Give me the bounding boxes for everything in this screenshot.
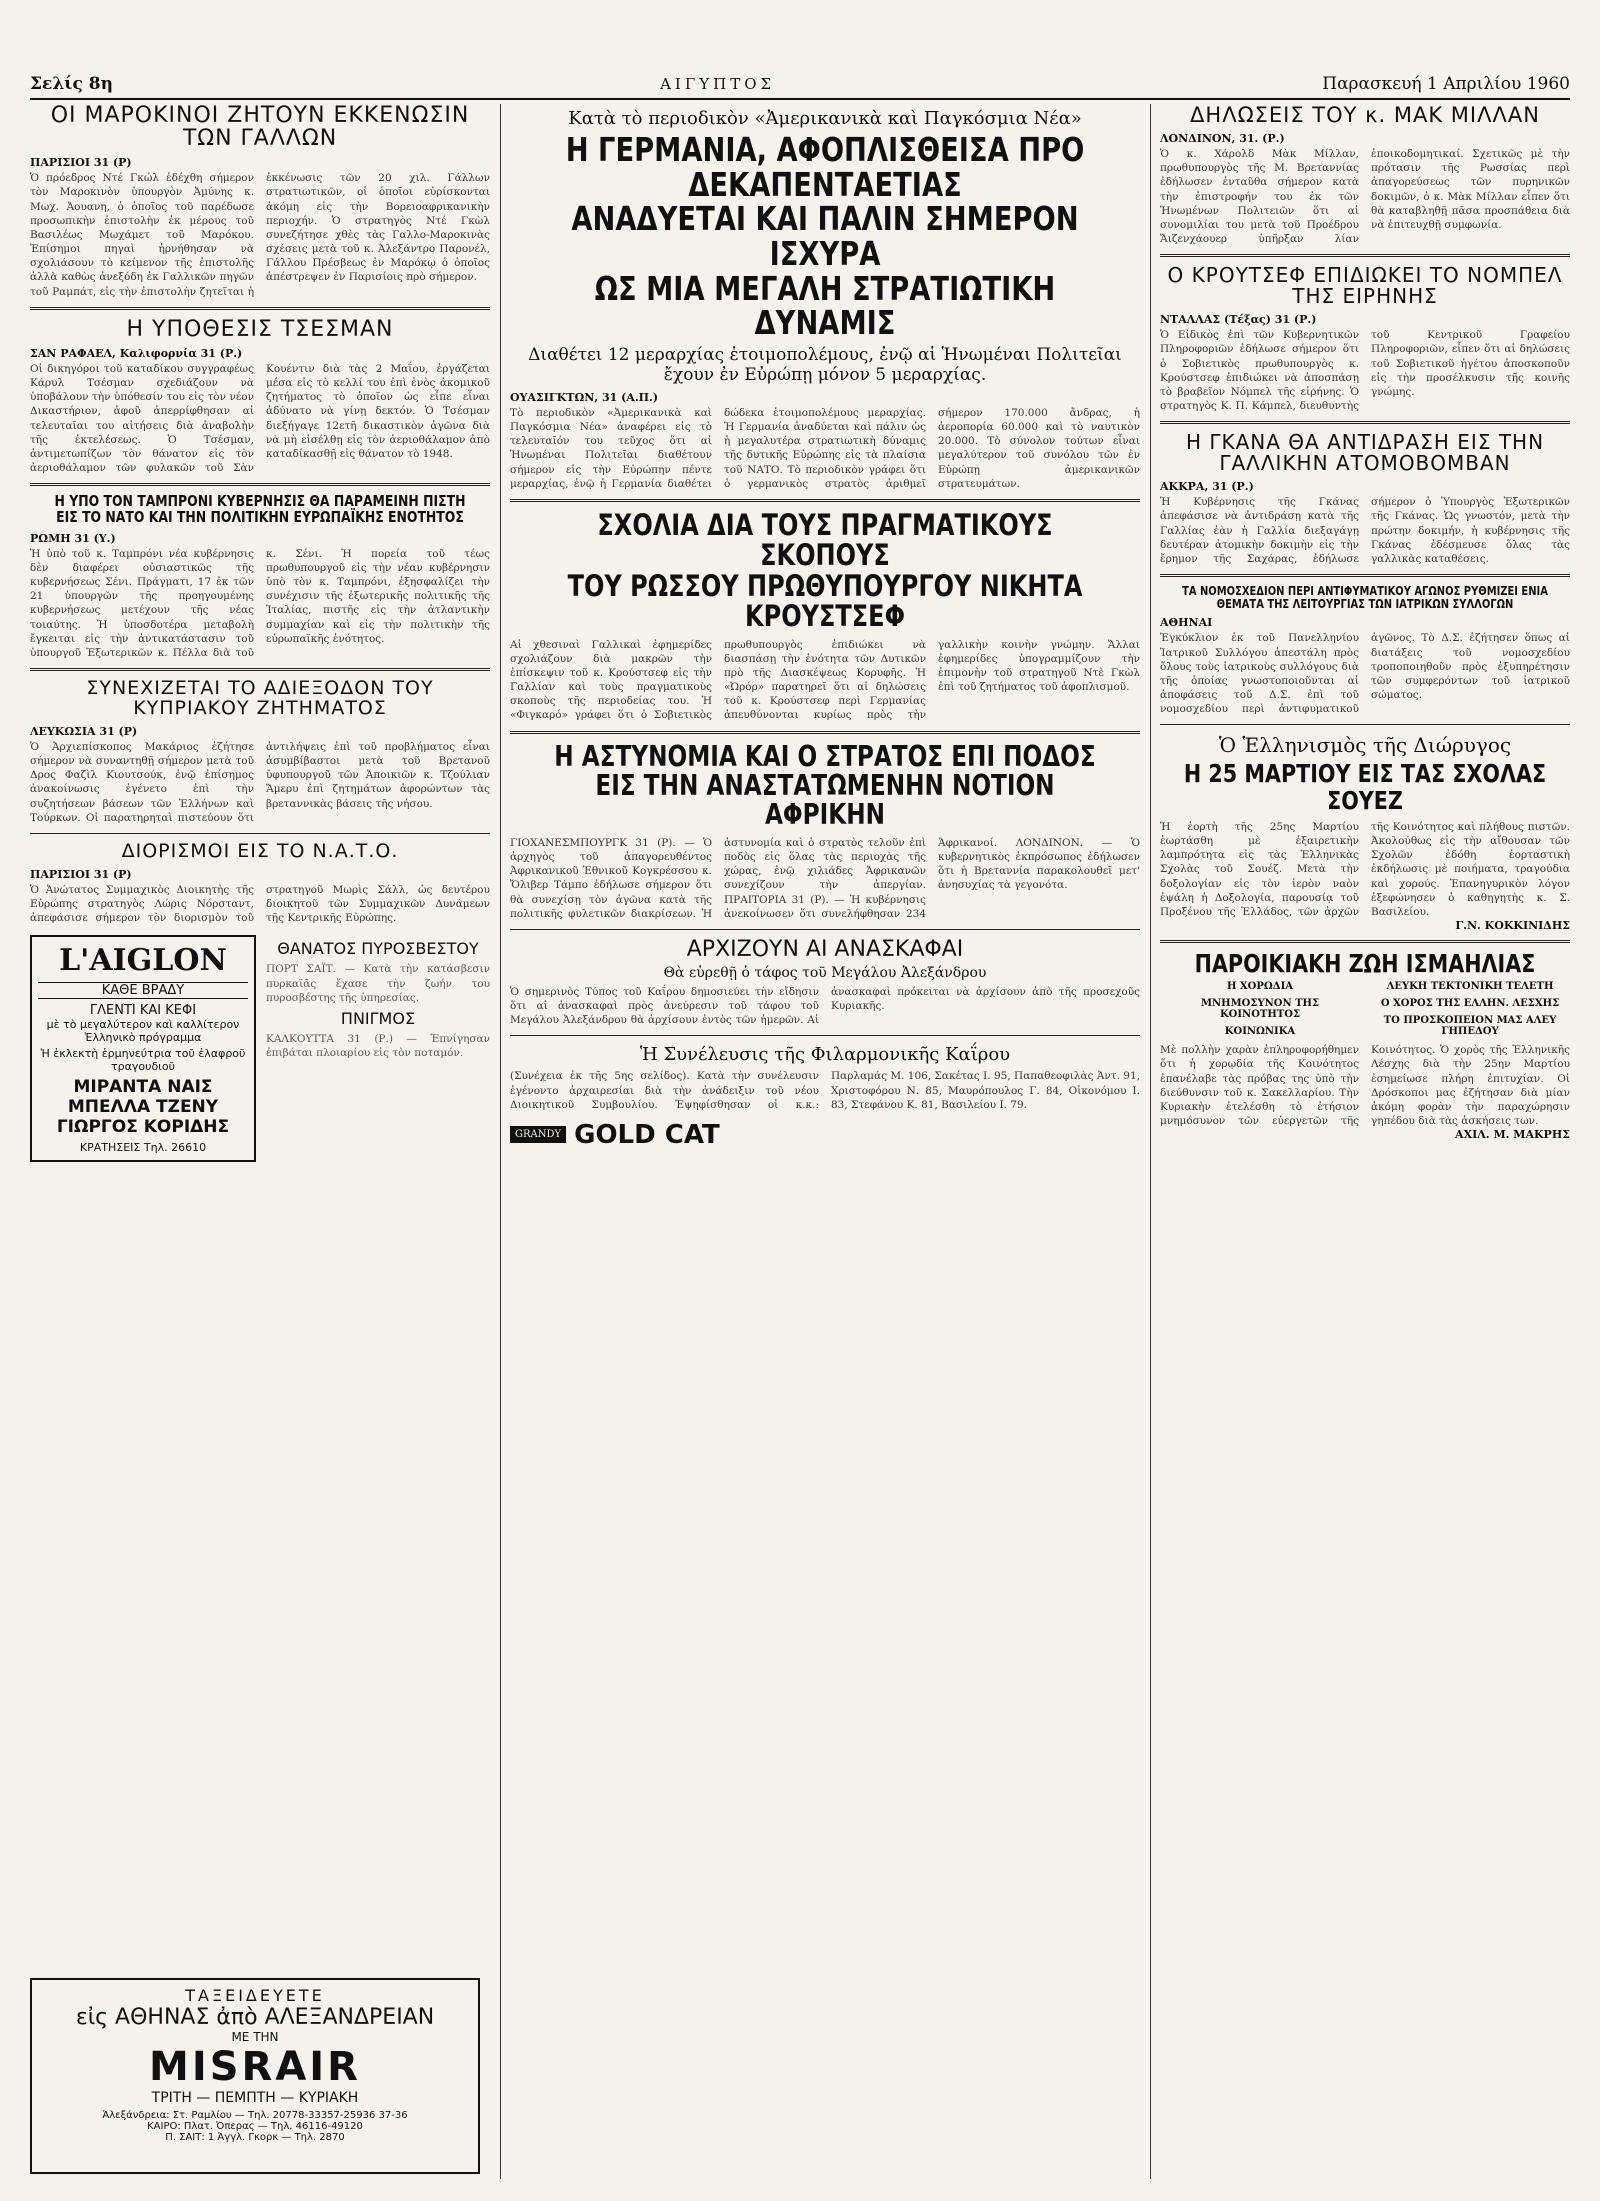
article-cyprus [30,679,490,825]
ad-line: ΚΑΙΡΟ: Πλατ. Ὀπερας — Τηλ. 46116-49120 [147,2121,363,2132]
dateline: ΠΑΡΙΣΙΟΙ 31 (Ρ) [30,867,132,881]
signature: ΑΧΙΛ. Μ. ΜΑΚΡΗΣ [1455,1128,1570,1142]
article-khrushchev-nobel [1160,265,1570,413]
headline: ΔΙΟΡΙΣΜΟΙ ΕΙΣ ΤΟ Ν.Α.Τ.Ο. [121,839,399,862]
page-number: Σελίς 8η [30,74,113,94]
article-suez-schools [1160,761,1570,932]
article-macmillan [1160,104,1570,246]
headline: ΔΗΛΩΣΕΙΣ ΤΟΥ κ. ΜΑΚ ΜΙΛΛΑΝ [1190,104,1540,127]
kicker: Κατὰ τὸ περιοδικὸν «Ἀμερικανικὰ καὶ Παγκόσμια Νέα» [568,108,1082,129]
column-rule [500,104,501,2179]
deck: Διαθέτει 12 μεραρχίας ἑτοιμοπολέμους, ἐνῷ αἱ Ἡνωμέναι Πολιτεῖαι ἔχουν ἐν Εὐρώπῃ μόνον 5 μεραρχίας. [528,344,1122,385]
kicker: Ὁ Ἑλληνισμὸς τῆς Διώρυγος [1218,733,1512,758]
headline: Η ΑΣΤΥΝΟΜΙΑ ΚΑΙ Ο ΣΤΡΑΤΟΣ ΕΠΙ ΠΟΔΟΣ [554,739,1096,773]
article-body: Ἡ Κυβέρνησις τῆς Γκάνας ἀπεφάσισε νὰ ἀντιδράσῃ κατὰ τῆς Γαλλίας ἐὰν ἡ Γαλλία διεξαγάγῃ δευτέραν ἀτομικὴν δοκιμὴν εἰς τὴν ἔρημον τῆς Σαχάρας, ἐδήλωσε σήμερον ὁ Ὑπουργὸς Ἐξωτερικῶν τῆς Γκάνας. Ὡς γνωστόν, μετὰ τὴν πρώτην δοκιμήν, ἡ κυβέρνησις τῆς Γκάνας ἐδέσμευσε ὅλας τὰς γαλλικὰς καταθέσεις. [1160,496,1570,565]
article-body: Ἡ ἐορτὴ τῆς 25ης Μαρτίου ἑωρτάσθη μὲ ἐξαιρετικὴν λαμπρότητα εἰς τὰς Ἑλληνικὰς Σχολὰς τοῦ Σουέζ. Μετὰ τὴν δοξολογίαν εἰς τὸν ἱερὸν ναὸν ἐψάλη ἡ Δοξολογία, παρουσίᾳ τοῦ Προξένου τῆς Ἑλλάδος, τῶν ἀρχῶν τῆς Κοινότητος καὶ πλήθους πιστῶν. Ἀκολούθως εἰς τὴν αἴθουσαν τῶν Σχολῶν ἐδόθη ἑορταστικὴ ἐκδήλωσις μὲ ποιήματα, τραγούδια καὶ χορούς. Ἐπανηγυρικὸν λόγον ἐξεφώνησεν ὁ καθηγητὴς κ. Σ. Βασιλείου. [1160,820,1570,918]
article-body: Τὸ περιοδικὸν «Ἀμερικανικὰ καὶ Παγκόσμια Νέα» ἀναφέρει εἰς τὸ τελευταῖόν του τεῦχος ὅτι αἱ Ἡνωμέναι Πολιτεῖαι διαθέτουν σήμερον εἰς τὴν Εὐρώπην πέντε μεραρχίας, ἐνῷ ἡ Γερμανία διαθέτει δώδεκα ἑτοιμοπολέμους μεραρχίας. Ἡ Γερμανία ἀναδύεται καὶ πάλιν ὡς ἡ μεγαλυτέρα στρατιωτικὴ δύναμις τῆς δυτικῆς Εὐρώπης εἰς τὰ πλαίσια τοῦ ΝΑΤΟ. Τὸ περιοδικὸν γράφει ὅτι ὁ γερμανικὸς στρατὸς ἀριθμεῖ σήμερον 170.000 ἄνδρας, ἡ ἀεροπορία 60.000 καὶ τὸ ναυτικὸν 20.000. Τὸ σύνολον τούτων εἶναι μεγαλύτερον τοῦ συνόλου τῶν ἐν Εὐρώπῃ ἀμερικανικῶν στρατευμάτων. [510,406,1140,490]
dateline: ΑΘΗΝΑΙ [1160,616,1213,630]
ad-line: Π. ΣΑΙΤ: 1 Ἀγγλ. Γκορκ — Τηλ. 2870 [165,2132,345,2143]
ad-line: ΤΑΞΕΙΔΕΥΕΤΕ [185,1986,325,2005]
headline: Η ΥΠΟΘΕΣΙΣ ΤΣΕΣΜΑΝ [126,316,394,342]
dateline: ΠΑΡΙΣΙΟΙ 31 (Ρ) [30,156,132,170]
headline: ΟΙ ΜΑΡΟΚΙΝΟΙ ΖΗΤΟΥΝ ΕΚΚΕΝΩΣΙΝ ΤΩΝ ΓΑΛΛΩΝ [50,104,470,152]
center-column [510,104,1140,2179]
dateline: ΑΚΚΡΑ, 31 (Ρ.) [1160,480,1254,494]
misrair-advertisement [30,1978,480,2174]
issue-date: Παρασκευή 1 Απριλίου 1960 [1322,74,1570,94]
artist-name: ΜΙΡΑΝΤΑ ΝΑΙΣ [73,1077,213,1098]
venue-name: L'AIGLON [59,943,227,979]
section-heading: ΚΟΙΝΩΝΙΚΑ [1224,1026,1296,1038]
left-column: ΟΙ ΜΑΡΟΚΙΝΟΙ ΖΗΤΟΥΝ ΕΚΚΕΝΩΣΙΝ ΤΩΝ ΓΑΛΛΩΝ ΠΑΡΙΣΙΟΙ 31 (Ρ) Ὁ πρόεδρος Ντέ Γκώλ ἐδέχθη σήμερον τὸν Μαροκινὸν ὑπουργὸν Ἀμύνης κ. Μωχ. Ἀουανη, ὁ ὁποῖος τοῦ παρέδωσε προσωπικὴν ἐπιστολὴν ἐκ μέρους τοῦ Βασιλέως Μωχάμετ τοῦ Μαρόκου. Ἐπίσημοι πηγαὶ ἠρνήθησαν νὰ σχολιάσουν τὸ κείμενον τῆς ἐπιστολῆς ἀλλὰ καθὼς ἀνεξόδη ἐκ Γαλλικῶν πηγῶν τοῦ Ραμπάτ, εἰς τὴν ἐπιστολὴν ζητεῖται ἡ ἐκκένωσις τῶν 20 χιλ. Γάλλων στρατιωτικῶν, οἱ ὁποῖοι εὑρίσκονται ἀκόμη εἰς τὴν Βορειοαφρικανικὴν περιοχήν. Ὁ στρατηγὸς Ντέ Γκὼλ συνεζήτησε χθὲς τὰς Γαλλο-Μαροκινὰς σχέσεις μετὰ τοῦ κ. Ἀλεξάντρο Παρονέλ, Γάλλου Πρέσβεως ἐν Μαρόκῳ ὁ ὁποῖος ἀπέστρεψεν ἐν Παρισίοις πρὸ σήμερον. Η ΥΠΟΘΕΣΙΣ ΤΣΕΣΜΑΝ ΣΑΝ ΡΑΦΑΕΛ, Καλιφορνία 31 (Ρ.) Οἱ δικηγόροι τοῦ καταδίκου συγγραφέως Κάρυλ Τσέσμαν σχεδιάζουν νὰ ὑποβάλουν τὴν ὑπόθεσίν του εἰς τὸν νέον Δικαστήριον, ἀφοῦ ἀπερρίφθησαν αἱ τελευταῖαι του αἰτήσεις διὰ ἀναβολὴν τῆς ἐκτελέσεως. Ὁ Τσέσμαν, ἀντιμετωπίζων τὸν θάνατον εἰς τὸν ἀεριοθάλαμον τῶν φυλακῶν τοῦ Σὰν Κουέντιν διὰ τὰς 2 Μαΐου, ἐργάζεται μέσα εἰς τὸ κελλί του ἐπὶ ἑνὸς ἀκομικοῦ ζητήματος τὸ ὁποῖον ὡς εἶπε εἶναι ἀδύνατο νὰ γίνῃ δεκτόν. Ὁ Τσέσμαν διεξήγαγε 12ετῆ δικαστικὸν ἀγῶνα διὰ νὰ μὴ εἰσέλθῃ εἰς τὸν ἀεριοθάλαμον ἀπὸ καταδίκασθῇ εἰς θάνατον τὸ 1948. Η ΥΠΟ ΤΟΝ ΤΑΜΠΡΟΝΙ ΚΥΒΕΡΝΗΣΙΣ ΘΑ ΠΑΡΑΜΕΙΝΗ ΠΙΣΤΗ ΕΙΣ ΤΟ ΝΑΤΟ ΚΑΙ ΤΗΝ ΠΟΛΙΤΙΚΗΝ ΕΥΡΩΠΑΪΚΗΣ ΕΝΟΤΗΤΟΣ ΡΩΜΗ 31 (Υ.) Ἡ ὑπὸ τοῦ κ. Ταμπρόνι νέα κυβέρνησις δὲν διαφέρει οὐσιαστικῶς τῆς κυβερνήσεως Σένι. Πράγματι, 17 ἐκ τῶν 21 ὑπουργῶν τῆς προηγουμένης κυβερνήσεως μετέχουν τῆς νέας τοιαύτης. Ἡ ὑποσδοτέρα μεταβολὴ ἔγκειται εἰς τὴν ἀντικατάστασιν τοῦ ὑπουργοῦ Ἐξωτερικῶν κ. Πέλλα διὰ τοῦ κ. Σένι. Ἡ πορεία τοῦ τέως πρωθυπουργοῦ εἰς τὴν νέαν κυβέρνησιν ὑπὸ τὸν κ. Ταμπρόνι, ἐξησφαλίζει τὴν συνέχισιν τῆς ἐξωτερικῆς πολιτικῆς τῆς Ἰταλίας, πιστῆς εἰς τὴν ἀτλαντικὴν συμμαχίαν καὶ εἰς τὴν πολιτικὴν τῆς εὐρωπαϊκῆς ἑνότητος. ΣΥΝΕΧΙΖΕΤΑΙ ΤΟ ΑΔΙΕΞΟΔΟΝ ΤΟΥ ΚΥΠΡΙΑΚΟΥ ΖΗΤΗΜΑΤΟΣ ΛΕΥΚΩΣΙΑ 31 (Ρ) Ὁ Ἀρχιεπίσκοπος Μακάριος ἐζήτησε σήμερον νὰ συναντηθῇ σήμερον μετὰ τοῦ Δρος Φαζὶλ Κιουτσούκ, ἐνῷ ἐπίσημος ἀνακοίνωσις ἐγένετο ἐπὶ τὴν συζητήσεων βάσεων τῶν Ἑλλήνων καὶ Τούρκων. Οἱ παρατηρηταὶ πιστεύουν ὅτι ἀντιλήψεις ἐπὶ τοῦ προβλήματος εἶναι ἀσυμβίβαστοι μετὰ τοῦ Βρετανοῦ ὑφυπουργοῦ τῶν Ἀποικιῶν κ. Τζούλιαν Ἄμερυ ἐπὶ ζητημάτων ἀφορώντων τὰς βρεταννικὰς βάσεις τῆς νήσου. ΔΙΟΡΙΣΜΟΙ ΕΙΣ ΤΟ Ν.Α.Τ.Ο. ΠΑΡΙΣΙΟΙ 31 (Ρ) Ὁ Ἀνώτατος Συμμαχικὸς Διοικητὴς τῆς Εὐρώπης στρατηγὸς Λώρις Νόρσταντ, ἀπεφάσισε σήμερον τὸν διορισμὸν τοῦ στρατηγοῦ Μωρὶς Σάλλ, ὡς δευτέρου διοικητοῦ τῶν Συμμαχικῶν Δυνάμεων τῆς Κεντρικῆς Εὐρώπης. L'AIGLON ΚΑΘΕ ΒΡΑΔΥ ΓΛΕΝΤΙ ΚΑΙ ΚΕΦΙ μὲ τὸ μεγαλύτερον καὶ καλλίτερον Ἑλληνικὸ πρόγραμμα Ἡ ἐκλεκτὴ ἑρμηνεύτρια τοῦ ἐλαφροῦ τραγουδιοῦ ΜΙΡΑΝΤΑ ΝΑΙΣ ΜΠΕΛΛΑ ΤΖΕΝΥ ΓΙΩΡΓΟΣ ΚΟΡΙΔΗΣ ΚΡΑΤΗΣΕΙΣ Τηλ. 26610 ΘΑΝΑΤΟΣ ΠΥΡΟΣΒΕΣΤΟΥ ΠΟΡΤ ΣΑΪΤ. — Κατὰ τὴν κατάσβεσιν πυρκαϊᾶς ἔχασε τὴν ζωήν του πυροσβέστης τῆς ὑπηρεσίας. ΠΝΙΓΜΟΣ ΚΑΛΚΟΥΤΤΑ 31 (Ρ.) — Ἐπνίγησαν ἐπιβάται πλοιαρίου εἰς τὸν ποταμόν. [30,104,490,2179]
airline-logo: MISRAIR [149,2044,361,2090]
gold-cat-advertisement [510,1120,1140,1150]
reservation-phone: ΚΡΑΤΗΣΕΙΣ Τηλ. 26610 [79,1141,207,1155]
headline: Η ΓΚΑΝΑ ΘΑ ΑΝΤΙΔΡΑΣΗ ΕΙΣ ΤΗΝ ΓΑΛΛΙΚΗΝ ΑΤΟΜΟΒΟΜΒΑΝ [1185,430,1545,476]
headline: Η ΥΠΟ ΤΟΝ ΤΑΜΠΡΟΝΙ ΚΥΒΕΡΝΗΣΙΣ ΘΑ ΠΑΡΑΜΕΙΝΗ ΠΙΣΤΗ ΕΙΣ ΤΟ ΝΑΤΟ ΚΑΙ ΤΗΝ ΠΟΛΙΤΙΚΗΝ ΕΥΡΩΠΑΪΚΗΣ ΕΝΟΤΗΤΟΣ [54,492,466,526]
article-body: Αἱ χθεσιναὶ Γαλλικαὶ ἐφημερίδες σχολιάζουν διὰ μακρῶν τὴν ἐπίσκεψιν τοῦ κ. Κρούστσεφ εἰς τὴν Γαλλίαν καὶ τοὺς πραγματικοὺς σκοποὺς τῆς περιοδείας του. Ἡ «Φιγκαρό» γράφει ὅτι ὁ Σοβιετικὸς πρωθυπουργὸς ἐπιδιώκει νὰ διασπάσῃ τὴν ἑνότητα τῶν Δυτικῶν πρὸ τῆς Διασκέψεως Κορυφῆς. Ἡ «Ὠρόρ» παρατηρεῖ ὅτι αἱ δηλώσεις τοῦ κ. Κρούστσεφ περὶ Γερμανίας ἀπευθύνονται κυρίως πρὸς τὴν γαλλικὴν κοινὴν γνώμην. Ἄλλαι ἐφημερίδες ὑπογραμμίζουν τὴν ἐπιμονὴν τοῦ στρατηγοῦ Ντὲ Γκὼλ ἐπὶ τοῦ ζητήματος τοῦ ἀφοπλισμοῦ. [510,638,1140,722]
section-heading: ΤΟ ΠΡΟΣΚΟΠΕΙΟΝ ΜΑΣ ΑΛΕΥ ΓΗΠΕΔΟΥ [1383,1015,1557,1038]
article-body: Οἱ δικηγόροι τοῦ καταδίκου συγγραφέως Κάρυλ Τσέσμαν σχεδιάζουν νὰ ὑποβάλουν τὴν ὑπόθεσίν του εἰς τὸν νέον Δικαστήριον, ἀφοῦ ἀπερρίφθησαν αἱ τελευταῖαι του αἰτήσεις διὰ ἀναβολὴν τῆς ἐκτελέσεως. Ὁ Τσέσμαν, ἀντιμετωπίζων τὸν θάνατον εἰς τὸν ἀεριοθάλαμον τῶν φυλακῶν τοῦ Σὰν Κουέντιν διὰ τὰς 2 Μαΐου, ἐργάζεται μέσα εἰς τὸ κελλί του ἐπὶ ἑνὸς ἀκομικοῦ ζητήματος τὸ ὁποῖον ὡς εἶπε εἶναι ἀδύνατο νὰ γίνῃ δεκτόν. Ὁ Τσέσμαν διεξήγαγε 12ετῆ δικαστικὸν ἀγῶνα διὰ νὰ μὴ εἰσέλθῃ εἰς τὸν ἀεριοθάλαμον ἀπὸ καταδίκασθῇ εἰς θάνατον τὸ 1948. [30,362,490,475]
artist-name: ΜΠΕΛΛΑ ΤΖΕΝΥ [67,1097,219,1118]
section-heading: Η ΧΟΡΩΔΙΑ [1226,981,1293,993]
article-body: Ὁ κ. Χάρολδ Μὰκ Μίλλαν, πρωθυπουργὸς τῆς Μ. Βρεταννίας ἐδήλωσεν ἐνταῦθα σήμερον κατὰ τὴν ἐπιστροφήν του ἐκ τῶν Ἡνωμένων Πολιτειῶν ὅτι αἱ συνομιλίαι του μετὰ τοῦ Προέδρου Ἄιζενχάουερ ὑπῆρξαν λίαν ἐποικοδομητικαί. Σχετικῶς μὲ τὴν πρότασιν τῆς Ρωσσίας περὶ ἀπαγορεύσεως τῶν πυρηνικῶν δοκιμῶν, ὁ κ. Μὰκ Μίλλαν εἶπεν ὅτι θὰ καταβληθῇ πᾶσα προσπάθεια διὰ νὰ ἐπιτευχθῇ συμφωνία. [1160,148,1570,246]
article-chessman [30,318,490,475]
ad-line: ΚΑΘΕ ΒΡΑΔΥ [38,982,248,999]
headline: ΠΝΙΓΜΟΣ [340,1008,416,1028]
ad-line: Ἀλεξάνδρεια: Στ. Ραμλίου — Τηλ. 20778-33357-25936 37-36 [102,2110,408,2121]
article-body: Ὁ πρόεδρος Ντέ Γκώλ ἐδέχθη σήμερον τὸν Μαροκινὸν ὑπουργὸν Ἀμύνης κ. Μωχ. Ἀουανη, ὁ ὁποῖος τοῦ παρέδωσε προσωπικὴν ἐπιστολὴν ἐκ μέρους τοῦ Βασιλέως Μωχάμετ τοῦ Μαρόκου. Ἐπίσημοι πηγαὶ ἠρνήθησαν νὰ σχολιάσουν τὸ κείμενον τῆς ἐπιστολῆς ἀλλὰ καθὼς ἀνεξόδη ἐκ Γαλλικῶν πηγῶν τοῦ Ραμπάτ, εἰς τὴν ἐπιστολὴν ζητεῖται ἡ ἐκκένωσις τῶν 20 χιλ. Γάλλων στρατιωτικῶν, οἱ ὁποῖοι εὑρίσκονται ἀκόμη εἰς τὴν Βορειοαφρικανικὴν περιοχήν. Ὁ στρατηγὸς Ντέ Γκὼλ συνεζήτησε χθὲς τὰς Γαλλο-Μαροκινὰς σχέσεις μετὰ τοῦ κ. Ἀλεξάντρο Παρονέλ, Γάλλου Πρέσβεως ἐν Μαρόκῳ ὁ ὁποῖος ἀπέστρεψεν ἐν Παρισίοις πρὸ σήμερον. [30,172,490,298]
ad-line: GRANDY [510,1126,566,1143]
right-column [1160,104,1570,2179]
signature: Γ.Ν. ΚΟΚΚΙΝΙΔΗΣ [1455,919,1570,933]
article-body: Ὁ σημερινὸς Τύπος τοῦ Καΐρου δημοσιεύει τὴν εἴδησιν ὅτι αἱ ἀνασκαφαὶ πρὸς ἀνεύρεσιν τοῦ τάφου τοῦ Μεγάλου Ἀλεξάνδρου θὰ ἀρχίσουν ἐντὸς τῶν ἡμερῶν. Αἱ ἀνασκαφαὶ πρόκειται νὰ ἀρχίσουν ἀπὸ τῆς προσεχοῦς Κυριακῆς. [510,985,1140,1027]
article-body: ΓΙΟΧΑΝΕΣΜΠΟΥΡΓΚ 31 (Ρ). — Ὁ ἀρχηγὸς τοῦ ἀπαγορευθέντος Ἀφρικανικοῦ Ἐθνικοῦ Κογκρέσσου κ. Ὄλιβερ Τάμπο ἐδήλωσε σήμερον ὅτι θὰ συνεχίσῃ τὸν ἀγῶνα κατὰ τῆς πολιτικῆς φυλετικῶν διακρίσεων. Ἡ ἀστυνομία καὶ ὁ στρατὸς τελοῦν ἐπὶ ποδὸς εἰς ὅλας τὰς περιοχὰς τῆς χώρας, ἐνῷ χιλιάδες Ἀφρικανῶν συνεχίζουν τὴν ἀπεργίαν. ΠΡΑΙΤΟΡΙΑ 31 (Ρ). — Ἡ κυβέρνησις ἀνεκοίνωσεν ὅτι συνελήφθησαν 234 Ἀφρικανοί. ΛΟΝΔΙΝΟΝ. — Ὁ κυβερνητικὸς ἐκπρόσωπος ἐδήλωσεν ὅτι ἡ Βρεταννία παρακολουθεῖ μετ' ἀνησυχίας τὰ γεγονότα. [510,836,1140,920]
dateline: ΛΟΝΔΙΝΟΝ, 31. (Ρ.) [1160,132,1285,146]
column-rule [1150,104,1151,2179]
main-headline: ΑΝΑΔΥΕΤΑΙ ΚΑΙ ΠΑΛΙΝ ΣΗΜΕΡΟΝ ΙΣΧΥΡΑ [571,199,1079,273]
headline: Ο ΚΡΟΥΤΣΕΦ ΕΠΙΔΙΩΚΕΙ ΤΟ ΝΟΜΠΕΛ ΤΗΣ ΕΙΡΗΝΗΣ [1167,263,1563,309]
article-body: Ὁ Ἀρχιεπίσκοπος Μακάριος ἐζήτησε σήμερον νὰ συναντηθῇ σήμερον μετὰ τοῦ Δρος Φαζὶλ Κιουτσούκ, ἐνῷ ἐπίσημος ἀνακοίνωσις ἐγένετο ἐπὶ τὴν συζητήσεων βάσεων τῶν Ἑλλήνων καὶ Τούρκων. Οἱ παρατηρηταὶ πιστεύουν ὅτι ἀντιλήψεις ἐπὶ τοῦ προβλήματος εἶναι ἀσυμβίβαστοι μετὰ τοῦ Βρετανοῦ ὑφυπουργοῦ τῶν Ἀποικιῶν κ. Τζούλιαν Ἄμερυ ἐπὶ ζητημάτων ἀφορώντων τὰς βρεταννικὰς βάσεις τῆς νήσου. [30,740,490,824]
ad-line: μὲ τὸ μεγαλύτερον καὶ καλλίτερον Ἑλληνικὸ πρόγραμμα [46,1018,240,1045]
article-body: Ὁ Ἀνώτατος Συμμαχικὸς Διοικητὴς τῆς Εὐρώπης στρατηγὸς Λώρις Νόρσταντ, ἀπεφάσισε σήμερον τὸν διορισμὸν τοῦ στρατηγοῦ Μωρὶς Σάλλ, ὡς δευτέρου διοικητοῦ τῶν Συμμαχικῶν Δυνάμεων τῆς Κεντρικῆς Εὐρώπης. [30,883,490,925]
headline: ΣΥΝΕΧΙΖΕΤΑΙ ΤΟ ΑΔΙΕΞΟΔΟΝ ΤΟΥ ΚΥΠΡΙΑΚΟΥ ΖΗΤΗΜΑΤΟΣ [86,677,434,720]
article-nato-appointments [30,839,490,925]
article-body: Μὲ πολλὴν χαρὰν ἐπληροφορήθημεν ὅτι ἡ χορῳδία τῆς Κοινότητος ἐπανέλαβε τὰς πρόβας της ὑπὸ τὴν διεύθυνσιν τοῦ κ. Σακελλαρίου. Τὴν Κυριακὴν ἐτελέσθη τὸ ἐτήσιον μνημόσυνον τῶν εὐεργετῶν τῆς Κοινότητος. Ὁ χορὸς τῆς Ἑλληνικῆς Λέσχης διὰ τὴν 25ην Μαρτίου ἐσημείωσε πλήρη ἐπιτυχίαν. Οἱ Δρόσκοποι μας ἐζήτησαν διὰ μίαν ἀκόμη φορὰν τὴν παραχώρησιν γηπέδου διὰ τὰς ἀσκήσεις των. [1160,1044,1570,1128]
laiglon-advertisement [30,935,256,1162]
article-body: (Συνέχεια ἐκ τῆς 5ης σελίδος). Κατὰ τὴν συνέλευσιν ἐγένοντο ἀρχαιρεσίαι διὰ τὴν ἀνάδειξιν τοῦ νέου Διοικητικοῦ Συμβουλίου. Ἐψηφίσθησαν οἱ κ.κ.: Παρλαμάς Μ. 106, Σακέτας Ι. 95, Παπαθεοφιλὰς Ἀντ. 91, Χριστοφόρου Ν. 85, Μαυρόπουλος Γ. 84, Οἰκονόμου Ι. 83, Στεφάνου Κ. 81, Βασιλείου Ι. 79. [510,1070,1140,1111]
subheadline: Θὰ εὑρεθῇ ὁ τάφος τοῦ Μεγάλου Ἀλεξάνδρου [663,964,987,981]
main-headline: ΩΣ ΜΙΑ ΜΕΓΑΛΗ ΣΤΡΑΤΙΩΤΙΚΗ ΔΥΝΑΜΙΣ [594,268,1056,343]
article-body: Ὁ Εἰδικὸς ἐπὶ τῶν Κυβερνητικῶν Πληροφοριῶν ἐδήλωσε σήμερον ὅτι ὁ Σοβιετικὸς πρωθυπουργὸς κ. Κρούστσεφ ἐπιδιώκει νὰ ἀποσπάσῃ τὸ βραβεῖον Νόμπελ τῆς εἰρήνης. Ὁ στρατηγὸς Κ. Π. Κάμπελ, διευθυντὴς τοῦ Κεντρικοῦ Γραφείου Πληροφοριῶν, εἶπεν ὅτι αἱ δηλώσεις τοῦ Σοβιετικοῦ ἡγέτου ἀποσκοποῦν εἰς τὴν προσέλκυσιν τῆς κοινῆς γνώμης. [1160,329,1570,413]
article-ismailia [1160,951,1570,1141]
ad-line: Ἡ ἐκλεκτὴ ἑρμηνεύτρια τοῦ ἐλαφροῦ τραγουδιοῦ [40,1047,246,1074]
brand-name: GOLD CAT [574,1119,720,1150]
ad-line: εἰς ΑΘΗΝΑΣ ἀπὸ ΑΛΕΞΑΝΔΡΕΙΑΝ [75,2005,435,2030]
article-tambroni [30,494,490,660]
ad-line: ΜΕ ΤΗΝ [231,2030,279,2044]
main-headline: Η ΓΕΡΜΑΝΙΑ, ΑΦΟΠΛΙΣΘΕΙΣΑ ΠΡΟ ΔΕΚΑΠΕΝΤΑΕΤΙΑΣ [565,130,1085,204]
dateline: ΝΤΑΛΛΑΣ (Τέξας) 31 (Ρ.) [1160,313,1317,327]
section-heading: Ο ΧΟΡΟΣ ΤΗΣ ΕΛΛΗΝ. ΛΕΣΧΗΣ [1380,998,1560,1010]
headline: Η 25 ΜΑΡΤΙΟΥ ΕΙΣ ΤΑΣ ΣΧΟΛΑΣ ΣΟΥΕΖ [1183,759,1547,815]
article-body: Ἡ ὑπὸ τοῦ κ. Ταμπρόνι νέα κυβέρνησις δὲν διαφέρει οὐσιαστικῶς τῆς κυβερνήσεως Σένι. Πράγματι, 17 ἐκ τῶν 21 ὑπουργῶν τῆς προηγουμένης κυβερνήσεως μετέχουν τῆς νέας τοιαύτης. Ἡ ὑποσδοτέρα μεταβολὴ ἔγκειται εἰς τὴν ἀντικατάστασιν τοῦ ὑπουργοῦ Ἐξωτερικῶν κ. Πέλλα διὰ τοῦ κ. Σένι. Ἡ πορεία τοῦ τέως πρωθυπουργοῦ εἰς τὴν νέαν κυβέρνησιν ὑπὸ τὸν κ. Ταμπρόνι, ἐξησφαλίζει τὴν συνέχισιν τῆς ἐξωτερικῆς πολιτικῆς τῆς Ἰταλίας, πιστῆς εἰς τὴν ἀτλαντικὴν συμμαχίαν καὶ εἰς τὴν πολιτικὴν τῆς εὐρωπαϊκῆς ἑνότητος. [30,547,490,659]
section-heading: ΛΕΥΚΗ ΤΕΚΤΟΝΙΚΗ ΤΕΛΕΤΗ [1386,981,1554,993]
ad-line: ΤΡΙΤΗ — ΠΕΜΠΤΗ — ΚΥΡΙΑΚΗ [151,2090,359,2106]
newspaper-name: ΑΙΓΥΠΤΟΣ [660,75,776,93]
ad-line: ΓΛΕΝΤΙ ΚΑΙ ΚΕΦΙ [89,1003,197,1019]
dateline: ΣΑΝ ΡΑΦΑΕΛ, Καλιφορνία 31 (Ρ.) [30,346,243,360]
headline: ΤΟΥ ΡΩΣΣΟΥ ΠΡΩΘΥΠΟΥΡΓΟΥ ΝΙΚΗΤΑ ΚΡΟΥΣΤΣΕΦ [567,568,1083,634]
headline: ΑΡΧΙΖΟΥΝ ΑΙ ΑΝΑΣΚΑΦΑΙ [686,936,964,962]
article-body: Ἐγκύκλιον ἐκ τοῦ Πανελληνίου Ἰατρικοῦ Συλλόγου ἀπεστάλη πρὸς ὅλους τοὺς ἰατρικοὺς συλλόγους διὰ τῆς ὁποίας γνωστοποιοῦνται αἱ ἀποφάσεις τοῦ Δ.Σ. ἐπὶ τοῦ νομοσχεδίου περὶ ἀντιφυματικοῦ ἀγῶνος. Τὸ Δ.Σ. ἐζήτησεν ὅπως αἱ διατάξεις τοῦ νομοσχεδίου τροποποιηθοῦν πρὸς ἐξυπηρέτησιν τῶν συμφερόντων τοῦ ἰατρικοῦ σώματος. [1160,632,1570,716]
dateline: ΟΥΑΣΙΓΚΤΩΝ, 31 (Α.Π.) [510,390,659,404]
article-moroccans [30,104,490,299]
dateline: ΛΕΥΚΩΣΙΑ 31 (Ρ) [30,724,138,738]
headline: ΘΑΝΑΤΟΣ ΠΥΡΟΣΒΕΣΤΟΥ [277,939,479,959]
headline: Ἡ Συνέλευσις τῆς Φιλαρμονικῆς Καΐρου [639,1044,1011,1066]
headline: ΠΑΡΟΙΚΙΑΚΗ ΖΩΗ ΙΣΜΑΗΛΙΑΣ [1194,949,1536,979]
article-tuberculosis-bill [1160,585,1570,716]
headline: ΤΑ ΝΟΜΟΣΧΕΔΙΟΝ ΠΕΡΙ ΑΝΤΙΦΥΜΑΤΙΚΟΥ ΑΓΩΝΟΣ ΡΥΘΜΙΖΕΙ ΕΝΙΑ ΘΕΜΑΤΑ ΤΗΣ ΛΕΙΤΟΥΡΓΙΑΣ ΤΩΝ ΙΑΤΡΙΚΩΝ ΣΥΛΛΟΓΩΝ [1182,584,1548,611]
headline: ΣΧΟΛΙΑ ΔΙΑ ΤΟΥΣ ΠΡΑΓΜΑΤΙΚΟΥΣ ΣΚΟΠΟΥΣ [597,507,1053,573]
masthead [30,70,1570,100]
section-heading: ΜΝΗΜΟΣΥΝΟΝ ΤΗΣ ΚΟΙΝΟΤΗΤΟΣ [1200,998,1320,1021]
article-ghana [1160,432,1570,566]
artist-name: ΓΙΩΡΓΟΣ ΚΟΡΙΔΗΣ [56,1117,230,1138]
dateline: ΡΩΜΗ 31 (Υ.) [30,531,116,545]
headline: ΕΙΣ ΤΗΝ ΑΝΑΣΤΑΤΩΜΕΝΗΝ ΝΟΤΙΟΝ ΑΦΡΙΚΗΝ [595,769,1055,832]
